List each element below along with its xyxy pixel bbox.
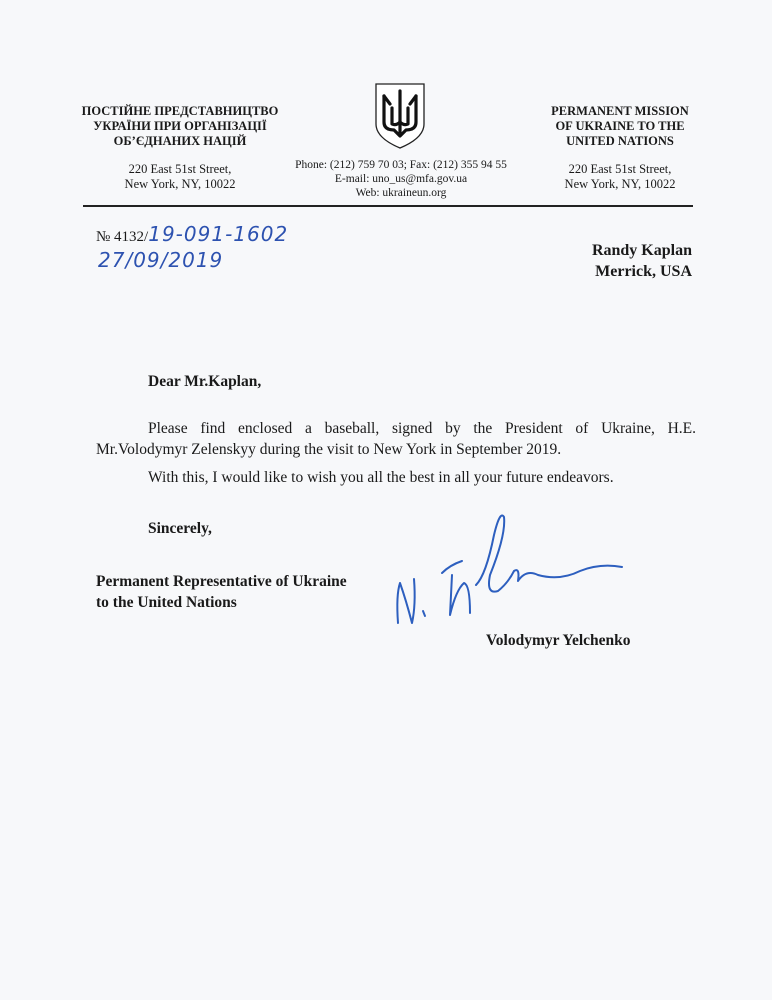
letterhead-left-address [80, 162, 280, 192]
right-address-line: 220 East 51st Street, [568, 162, 672, 176]
left-title-line: ОБ’ЄДНАНИХ НАЦІЙ [113, 134, 247, 148]
left-title-line: УКРАЇНИ ПРИ ОРГАНІЗАЦІЇ [93, 119, 267, 133]
salutation: Dear Mr.Kaplan, [148, 373, 262, 390]
reference-prefix: № 4132/ [96, 229, 149, 245]
right-title-line: UNITED NATIONS [566, 134, 674, 148]
recipient-block [560, 240, 692, 282]
trident-coat-of-arms-icon [372, 82, 428, 150]
paragraph-2: With this, I would like to wish you all the best in all your future endeavors. [148, 469, 614, 486]
right-title-line: OF UKRAINE TO THE [555, 119, 685, 133]
letterhead-right-title [530, 104, 710, 149]
right-title-line: PERMANENT MISSION [551, 104, 689, 118]
signer-title [96, 571, 347, 613]
contact-phone: Phone: (212) 759 70 03; Fax: (212) 355 94 55 [295, 159, 507, 171]
handwritten-date: 27/09/2019 [98, 248, 224, 272]
letterhead-divider [83, 205, 693, 207]
closing: Sincerely, [148, 520, 212, 537]
left-title-line: ПОСТІЙНЕ ПРЕДСТАВНИЦТВО [81, 104, 279, 118]
signer-name: Volodymyr Yelchenko [486, 632, 631, 649]
recipient-name: Randy Kaplan [591, 242, 692, 259]
letterhead-left-title [80, 104, 280, 149]
left-address-line: New York, NY, 10022 [124, 177, 236, 191]
paragraph-1-line-1: Please find enclosed a baseball, signed by the President of Ukraine, H.E. [148, 420, 696, 437]
paragraph-1-line-2: Mr.Volodymyr Zelenskyy during the visit to New York in September 2019. [96, 441, 562, 458]
contact-email: E-mail: uno_us@mfa.gov.ua [334, 173, 468, 185]
handwritten-signature [390, 495, 640, 635]
letterhead-contact [286, 158, 516, 200]
left-address-line: 220 East 51st Street, [128, 162, 232, 176]
signer-title-line: Permanent Representative of Ukraine [96, 573, 347, 590]
paragraph-1 [96, 418, 696, 460]
handwritten-number: 19-091-1602 [148, 222, 289, 246]
right-address-line: New York, NY, 10022 [564, 177, 676, 191]
recipient-location: Merrick, USA [595, 263, 692, 280]
letterhead-right-address [530, 162, 710, 192]
reference-number [96, 222, 288, 246]
contact-web: Web: ukraineun.org [355, 187, 447, 199]
signer-title-line: to the United Nations [96, 594, 237, 611]
